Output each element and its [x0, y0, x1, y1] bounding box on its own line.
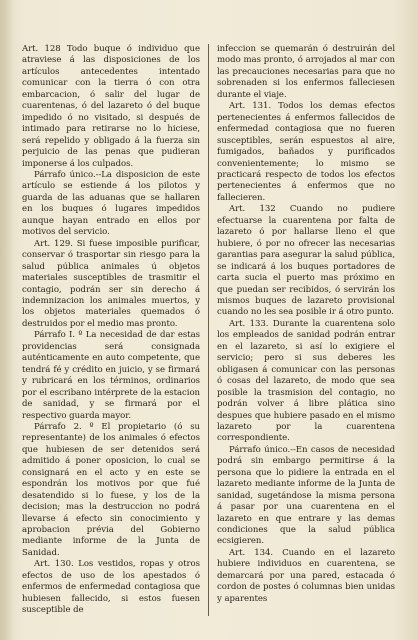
- paragraph-unico-128: Párrafo único.--La disposicion de este artículo se estiende á los pilotos y guarda de las aduanas que se hallaren en los buques ó lugares impedidos aunque hayan entrado en ellos por motivos del servicio.: [22, 169, 200, 238]
- article-131: Art. 131. Todos los demas efectos pertenecientes á enfermos fallecidos de enfermedad contagiosa que no fueren susceptibles, serán espuestos al aire, fumigados, bañados y purificados convenientemente; lo mismo se practicará respecto de todos los efectos pertenecientes á enfermos que no fallecieren.: [217, 101, 395, 203]
- paragraph-2-129: Párrafo 2. º El propietario (ó su representante) de los animales ó efectos que hubiesen de ser detenidos será admitido á poner oposicion, lo cual se consignará en el acto y en este se espondrán los motivos por que fué desatendido si lo fuese, y los de la decision; mas la destruccion no podrá llevarse á efecto sin conocimiento y aprobacion prévia del Gobierno mediante informe de la Junta de Sanidad.: [22, 421, 200, 558]
- column-divider: [208, 44, 209, 616]
- article-132: Art. 132 Cuando no pudiere efectuarse la cuarentena por falta de lazareto ó por hallarse lleno el que hubiere, ó por no ofrecer las necesarias garantias para asegurar la salud pública, se indicará á los buques portadores de carta sucia el puerto mas próximo en que puedan ser recibidos, ó servirán los mismos buques de lazareto provisional cuando no les sea posible ir á otro punto.: [217, 204, 395, 318]
- paragraph-1-129: Párrafo I. º La necesidad de dar estas providencias será consignada auténticamente en auto competente, que tendrá fé y crédito en juicio, y se firmará y rubricará en los términos, ordinarios por el escribano intérprete de la estacion de sanidad, y se firmará por el respectivo guarda mayor.: [22, 330, 200, 421]
- article-128: Art. 128 Todo buque ó individuo que atraviese á las disposiciones de los artículos antecedentes intentado comunicar con la tierra ó con otra embarcacion, ó salir del lugar de cuarentenas, ó del lazareto ó del buque impedido ó no visitado, si después de intimado para retirarse no lo hiciese, será repelido y obligado á la fuerza sin perjuicio de las penas que pudieran imponerse á los culpados.: [22, 44, 200, 169]
- page-binding-shadow: [0, 0, 14, 640]
- article-130: Art. 130. Los vestidos, ropas y otros efectos de uso de los apestados ó enfermos de enfermedad contagiosa que hubiesen fallecido, si estos fuesen susceptible de: [22, 559, 200, 616]
- right-column: [217, 44, 395, 605]
- left-column: [22, 44, 200, 617]
- article-134: Art. 134. Cuando en el lazareto hubiere individuos en cuarentena, se demarcará por una pared, estacada ó cordon de postes ó columnas bien unidas y aparentes: [217, 547, 395, 604]
- article-129: Art. 129. Si fuese imposible purificar, conservar ó trasportar sin riesgo para la salud pública animales ú objetos materiales susceptibles de trasmitir el contagio, podrán ser sin derecho á indemnizacion los animales muertos, y los objetos materiales quemados ó destruidos por el medio mas pronto.: [22, 238, 200, 329]
- article-133: Art. 133. Durante la cuarentena solo los empleados de sanidad podrán entrar en el lazareto, si así lo exigiere el servicio; pero si sus deberes les obligasen á comunicar con las personas ó cosas del lazareto, de modo que sea posible la trasmision del contagio, no podrán volver á libre plática sino despues que hubiere pasado en el mismo lazareto por la cuarentena correspondiente.: [217, 318, 395, 444]
- article-130-continued: infeccion se quemarán ó destruirán del modo mas pronto, ó arrojados al mar con las precauciones necesarias para que no sobrenaden si los enfermos falleciesen durante el viaje.: [217, 44, 395, 100]
- paragraph-unico-133: Párrafo único.--En casos de necesidad podrá sin embargo permitirse á la persona que lo pidiere la entrada en el lazareto mediante informe de la Junta de sanidad, sugetándose la misma persona á pasar por una cuarentena en el lazareto en que entrare y las demas condiciones que la salud pública ecsigieren.: [217, 444, 395, 547]
